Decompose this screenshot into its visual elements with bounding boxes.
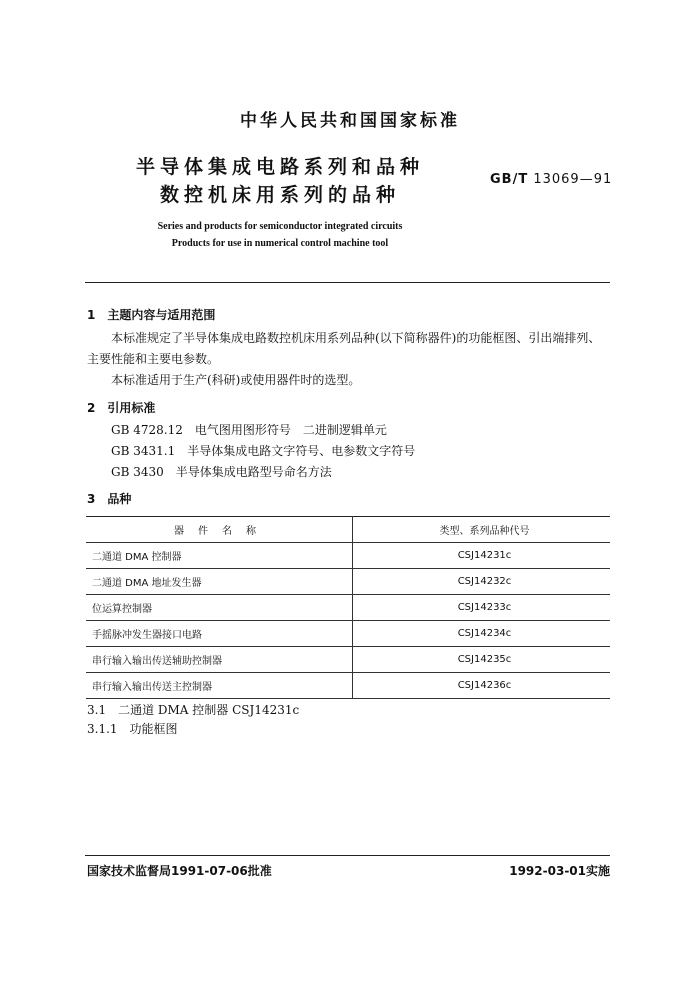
section-1-paragraph-1: 本标准规定了半导体集成电路数控机床用系列品种(以下简称器件)的功能框图、引出端排列、主要性能和主要电参数。 — [87, 331, 601, 366]
section-1-paragraph-2: 本标准适用于生产(科研)或使用器件时的选型。 — [111, 373, 361, 387]
device-name: 位运算控制器 — [86, 595, 353, 621]
section-3-heading: 3 品种 — [87, 492, 132, 506]
effective-date: 1992-03-01实施 — [509, 864, 610, 878]
section-2-heading: 2 引用标准 — [87, 401, 156, 415]
title-line-1: 半导体集成电路系列和品种 — [135, 156, 424, 178]
table-row — [86, 621, 610, 647]
reference-1: GB 4728.12 电气图用图形符号 二进制逻辑单元 — [111, 423, 387, 437]
section-3-1-1-heading: 3.1.1 功能框图 — [87, 722, 178, 736]
device-code: CSJ14233c — [353, 595, 611, 621]
section-1-heading: 1 主题内容与适用范围 — [87, 308, 216, 322]
standard-prefix: GB/T — [490, 172, 529, 187]
english-title-2: Products for use in numerical control machine tool — [171, 238, 389, 249]
footer-rule — [85, 855, 610, 856]
product-table — [86, 516, 610, 699]
standard-number: 13069—91 — [533, 172, 613, 187]
table-row — [86, 543, 610, 569]
reference-2: GB 3431.1 半导体集成电路文字符号、电参数文字符号 — [111, 444, 416, 458]
device-name: 手摇脉冲发生器接口电路 — [86, 621, 353, 647]
standard-code — [490, 172, 612, 187]
table-row — [86, 595, 610, 621]
issuing-authority: 中华人民共和国国家标准 — [240, 111, 460, 131]
column-header-device-name: 器件名称 — [86, 517, 353, 543]
english-title-1: Series and products for semiconductor integrated circuits — [157, 221, 403, 232]
column-header-code: 类型、系列品种代号 — [353, 517, 611, 543]
header-rule — [85, 282, 610, 283]
device-code: CSJ14236c — [353, 673, 611, 699]
table-row — [86, 647, 610, 673]
reference-3: GB 3430 半导体集成电路型号命名方法 — [111, 465, 332, 479]
device-name: 串行输入输出传送主控制器 — [86, 673, 353, 699]
table-row — [86, 569, 610, 595]
device-code: CSJ14232c — [353, 569, 611, 595]
device-code: CSJ14231c — [353, 543, 611, 569]
table-header-row — [86, 517, 610, 543]
device-name: 二通道 DMA 地址发生器 — [86, 569, 353, 595]
section-3-1-heading: 3.1 二通道 DMA 控制器 CSJ14231c — [87, 703, 300, 717]
table-row — [86, 673, 610, 699]
device-code: CSJ14235c — [353, 647, 611, 673]
device-name: 二通道 DMA 控制器 — [86, 543, 353, 569]
device-code: CSJ14234c — [353, 621, 611, 647]
approval-date: 国家技术监督局1991-07-06批准 — [87, 864, 272, 878]
device-name: 串行输入输出传送辅助控制器 — [86, 647, 353, 673]
title-line-2: 数控机床用系列的品种 — [159, 184, 400, 206]
